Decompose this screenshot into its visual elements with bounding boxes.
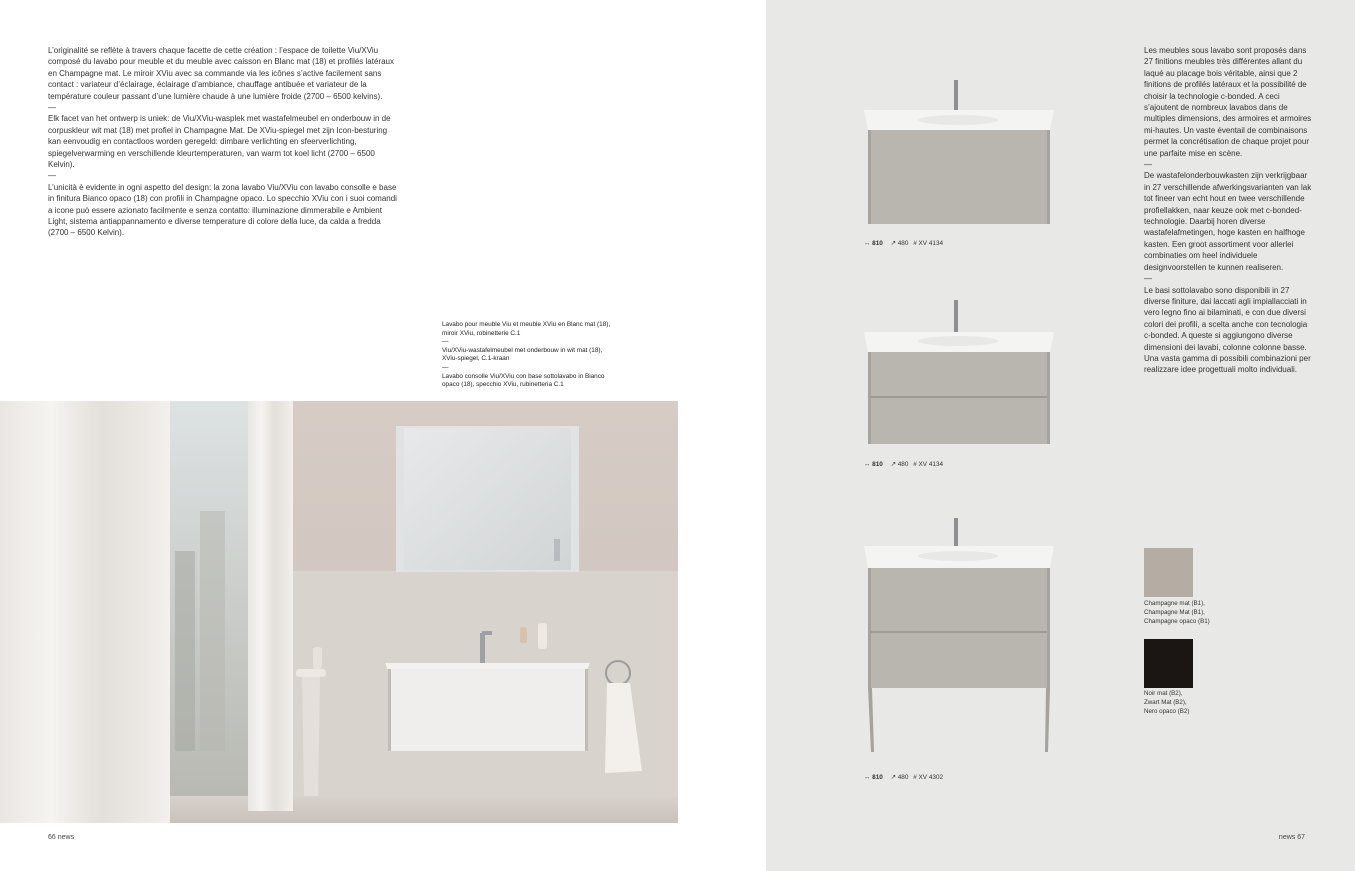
description-french: Les meubles sous lavabo sont proposés dans 27 finitions meubles très différentes allant du laqué au placage bois véritable, ainsi que 2 finitions de profilés latéraux et la possibilité de choisir la technologie c-bonded. A ceci s’ajoutent de nombreux lavabos dans de multiples dimensions, des armoires et armoires mi-hautes. Un vaste éventail de combinaisons permet la concrétisation de chaque projet pour une parfaite mise en scène.	[1144, 46, 1312, 158]
separator-dash: —	[1144, 160, 1152, 170]
width-value: ↔ 810	[864, 240, 883, 247]
article-code: # XV 4134	[913, 461, 944, 468]
caption-dutch: Viu/XViu-wastafelmeubel met onderbouw in wit mat (18), XViu-spiegel, C.1-kraan	[442, 346, 603, 363]
intro-text	[48, 45, 398, 239]
range-description	[1144, 45, 1314, 376]
swatch-label-line: Champagne mat (B1),	[1144, 600, 1205, 607]
caption-italian: Lavabo consolle Viu/XViu con base sottolavabo in Bianco opaco (18), specchio XViu, rubinetteria C.1	[442, 372, 605, 389]
separator-dash: —	[1144, 274, 1152, 284]
swatch-black	[1144, 639, 1193, 688]
depth-value: ↗ 480	[890, 774, 909, 781]
width-value: ↔ 810	[864, 461, 883, 468]
description-dutch: De wastafelonderbouwkasten zijn verkrijgbaar in 27 verschillende afwerkingsvarianten van lak tot fineer van echt hout en twee verschillende profiellakken, naar keuze ook met c-bonded-technologie. Daarbij horen diverse wastafelafmetingen, hoge kasten en halfhoge kasten. Een groot assortiment voor allerlei combinaties om heel individuele designvoorstellen te kunnen realiseren.	[1144, 171, 1312, 272]
vanity-two-drawer-image	[862, 298, 1056, 448]
intro-french: L’originalité se reflète à travers chaque facette de cette création : l’espace de toilette Viu/XViu composé du lavabo pour meuble et du meuble avec caisson en Blanc mat (18) et profilés latéraux en Champagne mat. Le miroir XViu avec sa commande via les icônes s’active facilement sans contact : variateur d’éclairage, éclairage d’ambiance, chauffage antibuée et variateur de la température couleur passant d’une lumière chaude à une lumière froide (2700 – 6500 kelvins).	[48, 46, 394, 101]
caption-french: Lavabo pour meuble Viu et meuble XViu en Blanc mat (18), miroir XViu, robinetterie C.1	[442, 321, 611, 337]
swatch-label-line: Champagne opaco (B1)	[1144, 617, 1210, 625]
separator-dash: —	[48, 171, 56, 181]
swatch-label-line: Noir mat (B2),	[1144, 690, 1183, 697]
article-code: # XV 4134	[913, 240, 944, 247]
intro-dutch: Elk facet van het ontwerp is uniek: de Viu/XViu-wasplek met wastafelmeubel en onderbouw in de corpuskleur wit mat (18) met profiel in Champagne Mat. De XViu-spiegel met zijn Icon-besturing kan eenvoudig en contactloos worden geregeld: dimbare verlichting en sfeerverlichting, spiegelverwarming en verschillende kleurtemperaturen, van warm tot koel licht (2700 – 6500 Kelvin).	[48, 114, 391, 170]
swatch-label-line: Nero opaco (B2)	[1144, 707, 1190, 715]
separator-dash: —	[48, 103, 56, 113]
width-value: ↔ 810	[864, 774, 883, 781]
vanity-floor-standing-image	[862, 516, 1056, 756]
swatch-label-line: Zwart Mat (B2),	[1144, 698, 1187, 706]
page-number-left: 66 news	[48, 834, 75, 841]
article-code: # XV 4302	[913, 774, 944, 781]
product-spec	[864, 773, 943, 781]
swatch-champagne	[1144, 548, 1193, 597]
product-spec	[864, 460, 943, 468]
intro-italian: L’unicità è evidente in ogni aspetto del design: la zona lavabo Viu/XViu con lavabo consolle e base in finitura Bianco opaco (18) con profili in Champagne opaco. Lo specchio XViu con i suoi comandi a icone può essere azionato facilmente e senza contatto: illuminazione dimmerabile e Ambient Light, sistema antiappannamento e diverse temperature di colore della luce, da calda a fredda (2700 – 6500 Kelvin).	[48, 182, 397, 238]
page-number-right: news 67	[1278, 834, 1305, 841]
description-italian: Le basi sottolavabo sono disponibili in 27 diverse finiture, dai laccati agli impiallacciati in vero legno fino ai bilaminati, e con due diversi colori dei profili, a scelta anche con tecnologia c-bonded. A queste si aggiungono diverse dimensioni dei lavabi, colonne colonne basse. Una vasta gamma di possibili combinazioni per realizzare idee progettuali molto individuali.	[1144, 285, 1311, 375]
depth-value: ↗ 480	[890, 461, 909, 468]
separator-dash: —	[442, 363, 449, 371]
bathroom-photo	[0, 401, 678, 823]
vanity-one-drawer-image	[862, 78, 1056, 226]
swatch-champagne-label	[1144, 600, 1264, 626]
right-page	[766, 0, 1355, 871]
product-spec	[864, 239, 943, 247]
swatch-label-line: Champagne Mat (B1),	[1144, 608, 1205, 616]
separator-dash: —	[442, 338, 449, 346]
photo-caption	[442, 321, 612, 390]
depth-value: ↗ 480	[890, 240, 909, 247]
swatch-black-label	[1144, 690, 1264, 716]
